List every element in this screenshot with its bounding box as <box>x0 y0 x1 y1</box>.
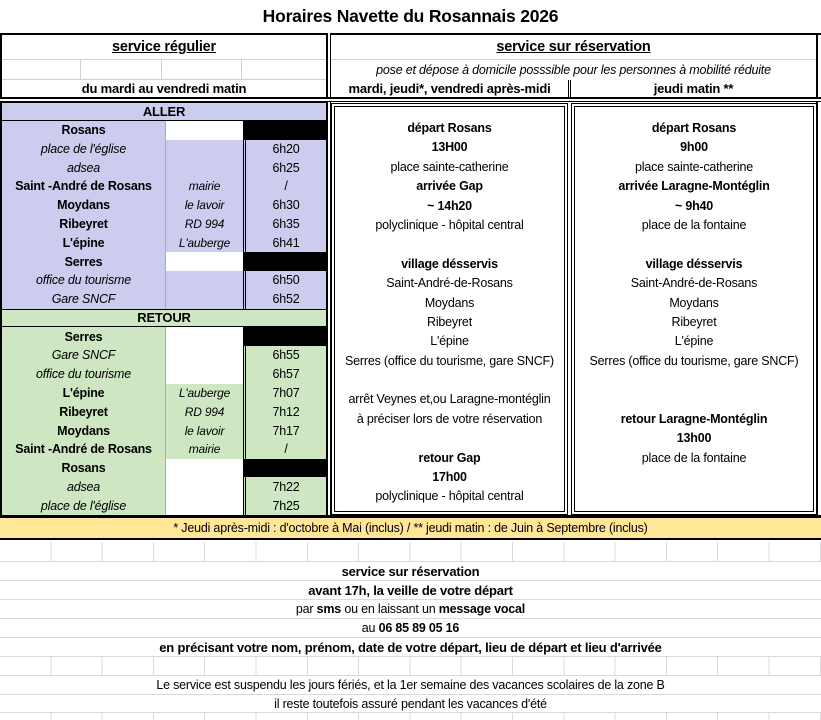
text-segment: message vocal <box>438 602 526 616</box>
reservation-line: village désservis <box>645 256 743 271</box>
reservation-line <box>575 371 813 390</box>
stop-name-cell: Serres <box>2 327 165 346</box>
reservation-line <box>335 371 564 390</box>
text-segment: ou en laissant un <box>341 602 439 616</box>
stop-detail-cell: mairie <box>165 177 243 196</box>
reservation-line: 17h00 <box>432 470 467 485</box>
stop-detail-cell <box>165 140 243 159</box>
spacer-row <box>0 542 821 562</box>
stop-name-cell: Ribeyret <box>2 215 165 234</box>
stop-detail-cell <box>165 327 243 346</box>
reservation-line: à préciser lors de votre réservation <box>356 411 543 426</box>
stop-detail-cell: RD 994 <box>165 402 243 421</box>
section-header-retour: RETOUR <box>2 309 326 328</box>
stop-name-cell: Serres <box>2 252 165 271</box>
reservation-line: Moydans <box>669 295 719 310</box>
reservation-line: place de la fontaine <box>641 217 747 232</box>
stop-time-cell <box>243 121 326 140</box>
stop-name-cell: office du tourisme <box>2 271 165 290</box>
reservation-line: départ Rosans <box>407 121 492 135</box>
reservation-box-2 <box>571 103 817 515</box>
booking-line-4 <box>0 619 821 638</box>
stop-name-cell: Ribeyret <box>2 402 165 421</box>
stop-time-cell <box>243 327 326 346</box>
stop-name-cell: Moydans <box>2 421 165 440</box>
stop-time-cell: 6h57 <box>243 365 326 384</box>
stop-name-cell: adsea <box>2 477 165 496</box>
reservation-col2-header: jeudi matin ** <box>653 81 734 96</box>
reservation-line: arrivée Laragne-Montéglin <box>618 179 770 194</box>
text-segment: par <box>295 602 317 616</box>
stop-name-cell: L'épine <box>2 233 165 252</box>
stop-time-cell: / <box>243 177 326 196</box>
mobility-note: pose et dépose à domicile posssible pour les personnes à mobilité réduite <box>376 63 771 77</box>
stop-time-cell: 6h55 <box>243 346 326 365</box>
disclaimer-line-1: Le service est suspendu les jours fériés, et la 1er semaine des vacances scolaires de la zone B <box>0 676 821 695</box>
stop-time-cell: 7h25 <box>243 496 326 515</box>
page-title: Horaires Navette du Rosannais 2026 <box>262 6 559 26</box>
stop-time-cell: 6h35 <box>243 215 326 234</box>
reservation-line <box>575 487 813 506</box>
reservation-line: ~ 14h20 <box>427 198 472 213</box>
stop-name-cell: Saint -André de Rosans <box>2 440 165 459</box>
reservation-line: place sainte-catherine <box>635 159 753 174</box>
stop-time-cell: 6h41 <box>243 233 326 252</box>
stop-detail-cell <box>165 365 243 384</box>
reservation-line: 13H00 <box>431 140 468 155</box>
stop-time-cell: 6h25 <box>243 158 326 177</box>
stop-detail-cell <box>165 290 243 309</box>
reservation-line: 9h00 <box>680 140 708 155</box>
regular-service-header: service régulier <box>2 35 326 60</box>
footnote-band: * Jeudi après-midi : d'octobre à Mai (inclus) / ** jeudi matin : de Juin à Septembre (inclus) <box>0 518 821 540</box>
stop-time-cell: 6h52 <box>243 290 326 309</box>
stop-time-cell <box>243 459 326 478</box>
reservation-line: départ Rosans <box>651 121 737 135</box>
section-header-aller: ALLER <box>2 102 326 121</box>
stop-time-cell: 6h30 <box>243 196 326 215</box>
divider-subheaders <box>568 80 571 97</box>
stop-time-cell: 7h12 <box>243 402 326 421</box>
stop-name-cell: Gare SNCF <box>2 290 165 309</box>
stop-time-cell: / <box>243 440 326 459</box>
reservation-line: Serres (office du tourisme, gare SNCF) <box>345 353 554 368</box>
regular-days-subheader: du mardi au vendredi matin <box>81 81 247 96</box>
reservation-line <box>575 235 813 254</box>
reservation-line: Saint-André-de-Rosans <box>630 276 758 291</box>
reservation-service-header: service sur réservation <box>331 35 816 60</box>
reservation-line: polyclinique - hôpital central <box>375 217 524 232</box>
reservation-line: Serres (office du tourisme, gare SNCF) <box>589 353 799 368</box>
empty-cells-row <box>2 60 326 80</box>
stop-time-cell: 6h20 <box>243 140 326 159</box>
reservation-line: retour Gap <box>418 450 481 465</box>
reservation-col1-header: mardi, jeudi*, vendredi après-midi <box>348 81 551 96</box>
reservation-line: retour Laragne-Montéglin <box>620 411 768 426</box>
booking-line-1 <box>0 562 821 581</box>
reservation-line: ~ 9h40 <box>674 198 714 213</box>
reservation-line <box>335 429 564 448</box>
text-segment: avant 17h, la veille de votre départ <box>308 582 513 598</box>
reservation-line: L'épine <box>674 334 714 349</box>
gridline-vertical <box>80 60 81 79</box>
reservation-line: village désservis <box>401 256 498 271</box>
stop-name-cell: Saint -André de Rosans <box>2 177 165 196</box>
reservation-line: arrêt Veynes et,ou Laragne-montéglin <box>348 392 551 407</box>
gridline-vertical <box>241 60 242 79</box>
stop-detail-cell <box>165 158 243 177</box>
reservation-line: Ribeyret <box>671 314 717 329</box>
text-segment: 06 85 89 05 16 <box>378 621 460 635</box>
reservation-box-1 <box>331 103 568 515</box>
stop-detail-cell: le lavoir <box>165 421 243 440</box>
stop-detail-cell: le lavoir <box>165 196 243 215</box>
reservation-line: Moydans <box>424 295 475 310</box>
stop-detail-cell <box>165 252 243 271</box>
stop-detail-cell: RD 994 <box>165 215 243 234</box>
reservation-line: arrivée Gap <box>416 179 483 194</box>
stop-detail-cell: L'auberge <box>165 233 243 252</box>
stop-name-cell: place de l'église <box>2 140 165 159</box>
regular-table <box>0 102 326 515</box>
booking-line-5 <box>0 638 821 657</box>
stop-detail-cell: L'auberge <box>165 384 243 403</box>
reservation-line: 13h00 <box>676 431 712 446</box>
booking-line-2 <box>0 581 821 600</box>
stop-time-cell: 7h17 <box>243 421 326 440</box>
stop-name-cell: adsea <box>2 158 165 177</box>
spacer-row <box>0 657 821 676</box>
reservation-line <box>575 468 813 487</box>
disclaimer-line-2: il reste toutefois assuré pendant les vacances d'été <box>0 695 821 713</box>
stop-name-cell: place de l'église <box>2 496 165 515</box>
stop-detail-cell <box>165 271 243 290</box>
text-segment: service sur réservation <box>341 563 480 579</box>
stop-detail-cell <box>165 496 243 515</box>
reservation-line: place de la fontaine <box>641 450 747 465</box>
text-segment: sms <box>316 602 342 616</box>
stop-name-cell: Gare SNCF <box>2 346 165 365</box>
stop-name-cell: Rosans <box>2 121 165 140</box>
stop-name-cell: Moydans <box>2 196 165 215</box>
reservation-line <box>335 235 564 254</box>
stop-detail-cell <box>165 477 243 496</box>
reservation-line: L'épine <box>430 334 469 349</box>
stop-name-cell: L'épine <box>2 384 165 403</box>
text-segment: en précisant votre nom, prénom, date de votre départ, lieu de départ et lieu d'arrivée <box>159 639 662 655</box>
reservation-line: Saint-André-de-Rosans <box>386 276 513 291</box>
stop-detail-cell <box>165 459 243 478</box>
stop-time-cell <box>243 252 326 271</box>
reservation-line: polyclinique - hôpital central <box>375 489 524 504</box>
booking-line-3 <box>0 600 821 619</box>
stop-time-cell: 7h07 <box>243 384 326 403</box>
spacer-row <box>0 713 821 720</box>
stop-detail-cell <box>165 121 243 140</box>
gridline-vertical <box>161 60 162 79</box>
stop-time-cell: 6h50 <box>243 271 326 290</box>
stop-time-cell: 7h22 <box>243 477 326 496</box>
text-segment: au <box>361 621 379 635</box>
stop-name-cell: office du tourisme <box>2 365 165 384</box>
reservation-line <box>575 390 813 409</box>
reservation-line: Ribeyret <box>427 314 472 329</box>
stop-name-cell: Rosans <box>2 459 165 478</box>
stop-detail-cell: mairie <box>165 440 243 459</box>
stop-detail-cell <box>165 346 243 365</box>
reservation-line: place sainte-catherine <box>390 159 509 174</box>
